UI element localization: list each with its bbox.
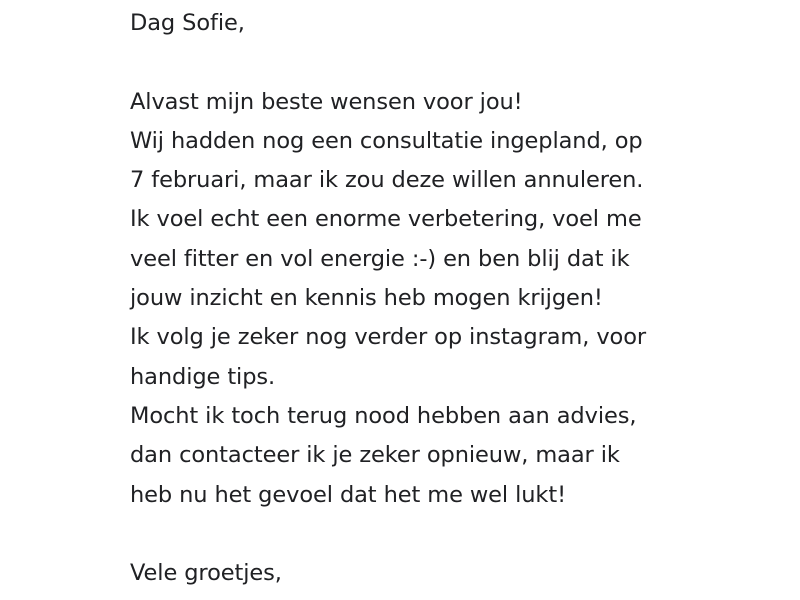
email-line: Ik voel echt een enorme verbetering, voel me: [130, 206, 642, 233]
email-line: veel fitter en vol energie :-) en ben blij dat ik: [130, 245, 630, 272]
email-line: Wij hadden nog een consultatie ingepland, op: [130, 127, 643, 154]
email-line: Mocht ik toch terug nood hebben aan advies,: [130, 402, 637, 429]
email-closing: Vele groetjes,: [130, 560, 282, 587]
email-body: [130, 4, 770, 593]
email-line: dan contacteer ik je zeker opnieuw, maar ik: [130, 442, 620, 469]
email-line: Ik volg je zeker nog verder op instagram, voor: [130, 324, 647, 351]
email-line: jouw inzicht en kennis heb mogen krijgen!: [130, 285, 603, 312]
email-line: handige tips.: [130, 363, 276, 390]
email-line: 7 februari, maar ik zou deze willen annuleren.: [130, 167, 644, 194]
paragraph-spacer: [130, 43, 770, 82]
email-greeting: Dag Sofie,: [130, 10, 245, 36]
email-line: heb nu het gevoel dat het me wel lukt!: [130, 481, 567, 508]
paragraph-spacer: [130, 515, 770, 554]
email-line: Alvast mijn beste wensen voor jou!: [130, 88, 523, 115]
